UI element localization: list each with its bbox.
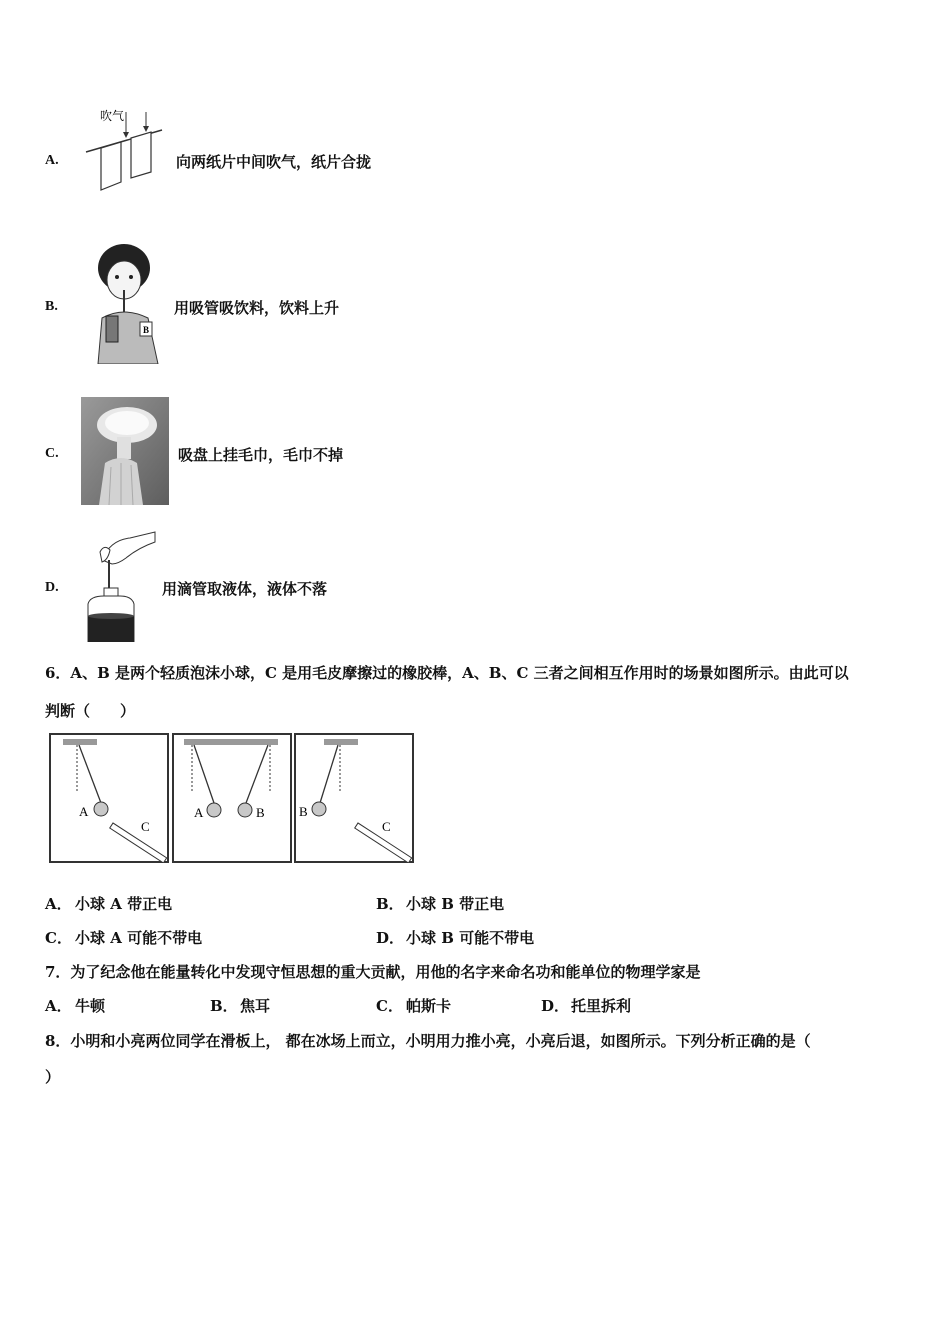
- dropper-bottle-image: [80, 530, 156, 642]
- label-a: A: [79, 804, 89, 819]
- option-text: 小球 A 带正电: [75, 895, 173, 913]
- suction-cup-towel-image: [81, 397, 169, 505]
- option-letter: D．: [541, 997, 570, 1015]
- option-text: 小球 A 可能不带电: [75, 929, 203, 947]
- option-letter: C．: [376, 997, 403, 1015]
- option-text: 向两纸片中间吹气，纸片合拢: [176, 153, 372, 171]
- label-c: C: [141, 819, 150, 834]
- option-letter: A.: [45, 153, 59, 168]
- option-letter: C．: [45, 929, 72, 947]
- option-letter: A．: [45, 997, 72, 1015]
- option-text: 小球 B 可能不带电: [406, 929, 535, 947]
- figure-panel-b-c: [294, 733, 414, 863]
- figure-panel-a-c: [49, 733, 169, 863]
- question-stem-line2: ）: [45, 1068, 61, 1086]
- label-b: B: [299, 804, 308, 819]
- figure-panel-a-b: [172, 733, 292, 863]
- blow-label: 吹气: [100, 109, 125, 123]
- option-letter: D.: [45, 580, 59, 595]
- option-text: 帕斯卡: [406, 997, 452, 1015]
- option-letter: B．: [376, 895, 404, 913]
- option-text: 用滴管取液体，液体不落: [162, 580, 328, 598]
- question-stem-line2: 判断（ ）: [45, 702, 136, 720]
- option-letter: D．: [376, 929, 405, 947]
- label-a: A: [194, 805, 204, 820]
- option-letter: B.: [45, 299, 58, 314]
- girl-drinking-image: [88, 238, 168, 364]
- option-text: 托里拆利: [571, 997, 632, 1015]
- question-stem: 7．为了纪念他在能量转化中发现守恒思想的重大贡献，用他的名字来命名功和能单位的物理学家是: [45, 963, 701, 981]
- question-stem-line1: 8．小明和小亮两位同学在滑板上， 都在冰场上而立，小明用力推小亮，小亮后退，如图所示。下列分析正确的是（: [45, 1032, 811, 1050]
- svg-text:B: B: [143, 325, 150, 335]
- label-c: C: [382, 819, 391, 834]
- option-letter: B．: [210, 997, 238, 1015]
- option-letter: A．: [45, 895, 72, 913]
- option-text: 小球 B 带正电: [406, 895, 505, 913]
- question-stem-line1: 6．A、B 是两个轻质泡沫小球，C 是用毛皮摩擦过的橡胶棒，A、B、C 三者之间相互作用时的场景如图所示。由此可以: [45, 664, 849, 682]
- option-letter: C.: [45, 446, 59, 461]
- label-b: B: [256, 805, 265, 820]
- option-text: 牛顿: [75, 997, 106, 1015]
- option-text: 用吸管吸饮料，饮料上升: [174, 299, 340, 317]
- option-text: 焦耳: [240, 997, 271, 1015]
- paper-sheets-image: [84, 104, 164, 196]
- option-text: 吸盘上挂毛巾，毛巾不掉: [178, 446, 344, 464]
